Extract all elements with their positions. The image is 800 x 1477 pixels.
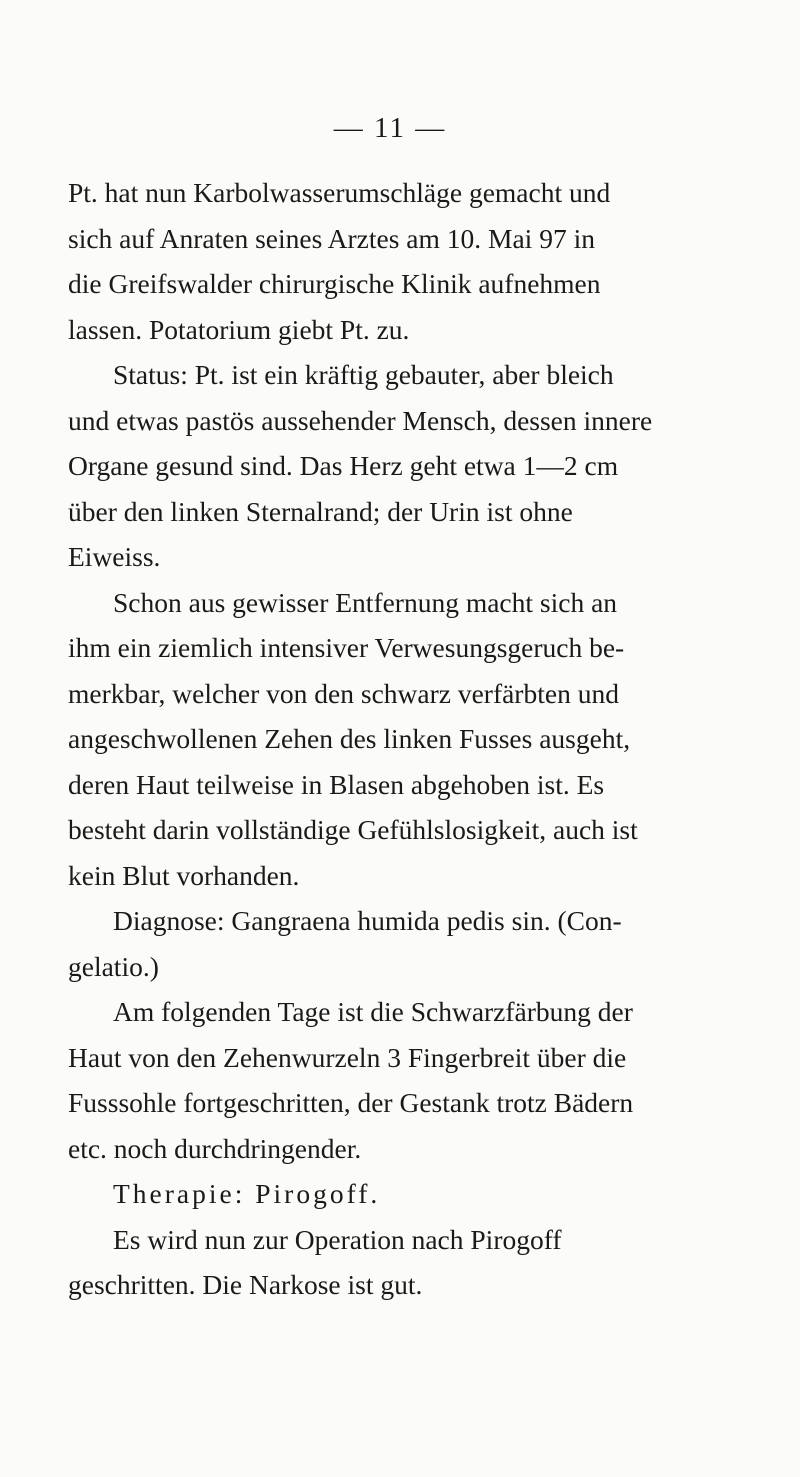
text-line: Es wird nun zur Operation nach Pirogoff (113, 1223, 562, 1255)
text-line: deren Haut teilweise in Blasen abgehoben ist. Es (68, 768, 605, 800)
text-line: merkbar, welcher von den schwarz verfärbten und (68, 677, 619, 709)
text-line: Organe gesund sind. Das Herz geht etwa 1—2 cm (68, 450, 619, 481)
text-line: Diagnose: Gangraena humida pedis sin. (Con- (113, 905, 622, 936)
text-line: und etwas pastös aussehender Mensch, dessen innere (68, 404, 653, 436)
text-line: Pt. hat nun Karbolwasserumschläge gemacht und (68, 177, 611, 208)
text-line: Eiweiss. (68, 541, 161, 572)
body-text (68, 170, 748, 1308)
text-line: Haut von den Zehenwurzeln 3 Fingerbreit über die (68, 1041, 627, 1073)
text-line: Status: Pt. ist ein kräftig gebauter, aber bleich (113, 359, 614, 390)
text-line: Fusssohle fortgeschritten, der Gestank trotz Bädern (68, 1087, 634, 1118)
text-line: geschritten. Die Narkose ist gut. (68, 1269, 423, 1300)
text-line: angeschwollenen Zehen des linken Fusses ausgeht, (68, 723, 631, 754)
text-line: die Greifswalder chirurgische Klinik aufnehmen (68, 268, 601, 299)
text-line: Therapie: Pirogoff. (113, 1178, 381, 1209)
text-line: ihm ein ziemlich intensiver Verwesungsgeruch be- (68, 632, 625, 663)
text-line: gelatio.) (68, 950, 159, 982)
text-line: Am folgenden Tage ist die Schwarzfärbung der (113, 996, 633, 1027)
text-line: etc. noch durchdringender. (68, 1132, 362, 1164)
text-line: lassen. Potatorium giebt Pt. zu. (68, 313, 410, 345)
text-line: kein Blut vorhanden. (68, 859, 300, 891)
page-number: — 11 — (333, 112, 447, 144)
text-line: sich auf Anraten seines Arztes am 10. Mai 97 in (68, 222, 595, 254)
text-line: über den linken Sternalrand; der Urin ist ohne (68, 495, 573, 527)
text-line: Schon aus gewisser Entfernung macht sich an (113, 586, 618, 618)
text-line: besteht darin vollständige Gefühlslosigkeit, auch ist (68, 814, 638, 845)
